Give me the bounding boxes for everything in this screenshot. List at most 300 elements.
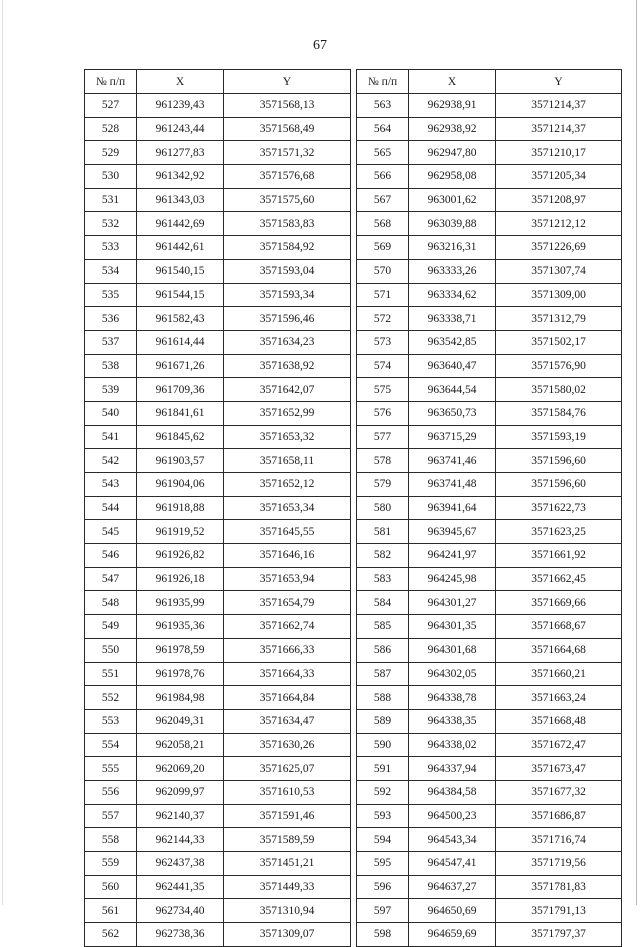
header-y: Y (496, 70, 622, 94)
cell-x: 961926,18 (137, 567, 224, 591)
cell-y: 3571653,94 (224, 567, 351, 591)
cell-x: 962437,38 (137, 852, 224, 876)
cell-x: 961903,57 (137, 449, 224, 473)
cell-x: 963945,67 (409, 520, 496, 544)
cell-number: 531 (85, 188, 137, 212)
cell-number: 583 (357, 567, 409, 591)
table-row (357, 804, 622, 828)
cell-y: 3571668,67 (496, 615, 622, 639)
table-header-row (357, 70, 622, 94)
cell-number: 580 (357, 496, 409, 520)
cell-x: 961926,82 (137, 544, 224, 568)
cell-x: 961841,61 (137, 401, 224, 425)
cell-number: 597 (357, 899, 409, 923)
cell-x: 964241,97 (409, 544, 496, 568)
table-row (357, 212, 622, 236)
cell-number: 542 (85, 449, 137, 473)
table-row (357, 662, 622, 686)
cell-number: 581 (357, 520, 409, 544)
cell-x: 964338,78 (409, 686, 496, 710)
cell-x: 963640,47 (409, 354, 496, 378)
table-row (357, 875, 622, 899)
cell-number: 567 (357, 188, 409, 212)
cell-y: 3571309,07 (224, 923, 351, 947)
cell-x: 961243,44 (137, 117, 224, 141)
cell-y: 3571593,19 (496, 425, 622, 449)
cell-number: 560 (85, 875, 137, 899)
table-row (357, 117, 622, 141)
cell-y: 3571310,94 (224, 899, 351, 923)
cell-y: 3571625,07 (224, 757, 351, 781)
table-row (357, 307, 622, 331)
cell-x: 961978,59 (137, 638, 224, 662)
cell-x: 962938,92 (409, 117, 496, 141)
cell-x: 961935,36 (137, 615, 224, 639)
table-row (85, 780, 351, 804)
cell-y: 3571596,46 (224, 307, 351, 331)
cell-y: 3571668,48 (496, 709, 622, 733)
cell-number: 585 (357, 615, 409, 639)
cell-y: 3571652,12 (224, 473, 351, 497)
cell-y: 3571214,37 (496, 94, 622, 118)
table-row (85, 401, 351, 425)
cell-x: 963542,85 (409, 330, 496, 354)
cell-x: 962958,08 (409, 165, 496, 189)
cell-x: 962058,21 (137, 733, 224, 757)
cell-number: 595 (357, 852, 409, 876)
cell-x: 964637,27 (409, 875, 496, 899)
cell-number: 589 (357, 709, 409, 733)
page-number: 67 (313, 38, 327, 53)
cell-y: 3571652,99 (224, 401, 351, 425)
table-row (357, 591, 622, 615)
cell-x: 964659,69 (409, 923, 496, 947)
cell-y: 3571797,37 (496, 923, 622, 947)
cell-number: 551 (85, 662, 137, 686)
cell-x: 964543,34 (409, 828, 496, 852)
cell-x: 961919,52 (137, 520, 224, 544)
cell-x: 962069,20 (137, 757, 224, 781)
table-row (85, 520, 351, 544)
cell-y: 3571502,17 (496, 330, 622, 354)
cell-x: 961442,61 (137, 236, 224, 260)
table-row (357, 520, 622, 544)
table-row (357, 852, 622, 876)
cell-number: 539 (85, 378, 137, 402)
cell-y: 3571571,32 (224, 141, 351, 165)
cell-x: 963741,48 (409, 473, 496, 497)
cell-x: 962947,80 (409, 141, 496, 165)
table-row (85, 615, 351, 639)
table-row (357, 259, 622, 283)
table-row (357, 378, 622, 402)
scan-edge-left (2, 0, 3, 905)
table-row (357, 188, 622, 212)
cell-x: 961342,92 (137, 165, 224, 189)
cell-x: 961442,69 (137, 212, 224, 236)
cell-x: 962738,36 (137, 923, 224, 947)
cell-y: 3571634,47 (224, 709, 351, 733)
cell-number: 533 (85, 236, 137, 260)
cell-y: 3571666,33 (224, 638, 351, 662)
table-row (357, 733, 622, 757)
cell-y: 3571210,17 (496, 141, 622, 165)
cell-number: 573 (357, 330, 409, 354)
cell-x: 961918,88 (137, 496, 224, 520)
cell-number: 554 (85, 733, 137, 757)
cell-y: 3571214,37 (496, 117, 622, 141)
cell-y: 3571654,79 (224, 591, 351, 615)
cell-y: 3571623,25 (496, 520, 622, 544)
cell-y: 3571686,87 (496, 804, 622, 828)
cell-number: 561 (85, 899, 137, 923)
table-row (85, 212, 351, 236)
cell-x: 964338,35 (409, 709, 496, 733)
cell-x: 964337,94 (409, 757, 496, 781)
cell-x: 962140,37 (137, 804, 224, 828)
cell-number: 574 (357, 354, 409, 378)
table-row (85, 259, 351, 283)
cell-x: 963333,26 (409, 259, 496, 283)
cell-number: 538 (85, 354, 137, 378)
table-row (85, 662, 351, 686)
cell-y: 3571205,34 (496, 165, 622, 189)
cell-y: 3571638,92 (224, 354, 351, 378)
cell-x: 963039,88 (409, 212, 496, 236)
cell-x: 964301,27 (409, 591, 496, 615)
cell-number: 566 (357, 165, 409, 189)
cell-x: 964245,98 (409, 567, 496, 591)
cell-number: 527 (85, 94, 137, 118)
table-row (357, 567, 622, 591)
cell-x: 961845,62 (137, 425, 224, 449)
coordinates-table-left (84, 69, 351, 947)
table-row (357, 899, 622, 923)
cell-x: 963715,29 (409, 425, 496, 449)
cell-x: 961671,26 (137, 354, 224, 378)
table-row (357, 330, 622, 354)
cell-x: 961239,43 (137, 94, 224, 118)
cell-y: 3571575,60 (224, 188, 351, 212)
cell-y: 3571661,92 (496, 544, 622, 568)
cell-number: 598 (357, 923, 409, 947)
table-row (357, 401, 622, 425)
table-row (357, 615, 622, 639)
cell-x: 961978,76 (137, 662, 224, 686)
cell-y: 3571591,46 (224, 804, 351, 828)
cell-x: 962441,35 (137, 875, 224, 899)
table-row (357, 449, 622, 473)
cell-number: 570 (357, 259, 409, 283)
table-row (85, 567, 351, 591)
table-row (357, 354, 622, 378)
cell-y: 3571593,04 (224, 259, 351, 283)
table-row (85, 449, 351, 473)
cell-x: 964301,35 (409, 615, 496, 639)
cell-x: 963001,62 (409, 188, 496, 212)
cell-y: 3571307,74 (496, 259, 622, 283)
cell-number: 549 (85, 615, 137, 639)
cell-y: 3571212,12 (496, 212, 622, 236)
cell-y: 3571309,00 (496, 283, 622, 307)
cell-x: 964338,02 (409, 733, 496, 757)
table-row (85, 354, 351, 378)
cell-y: 3571596,60 (496, 449, 622, 473)
cell-number: 571 (357, 283, 409, 307)
cell-x: 962144,33 (137, 828, 224, 852)
cell-x: 964650,69 (409, 899, 496, 923)
cell-number: 543 (85, 473, 137, 497)
cell-y: 3571645,55 (224, 520, 351, 544)
cell-number: 563 (357, 94, 409, 118)
cell-number: 578 (357, 449, 409, 473)
cell-y: 3571568,49 (224, 117, 351, 141)
table-row (85, 94, 351, 118)
table-row (85, 165, 351, 189)
cell-y: 3571580,02 (496, 378, 622, 402)
cell-number: 530 (85, 165, 137, 189)
cell-number: 558 (85, 828, 137, 852)
cell-y: 3571634,23 (224, 330, 351, 354)
cell-x: 963650,73 (409, 401, 496, 425)
cell-y: 3571672,47 (496, 733, 622, 757)
cell-y: 3571662,74 (224, 615, 351, 639)
table-row (357, 165, 622, 189)
header-x: X (137, 70, 224, 94)
cell-x: 961614,44 (137, 330, 224, 354)
cell-number: 564 (357, 117, 409, 141)
cell-number: 546 (85, 544, 137, 568)
cell-y: 3571673,47 (496, 757, 622, 781)
cell-y: 3571664,68 (496, 638, 622, 662)
cell-y: 3571630,26 (224, 733, 351, 757)
table-row (85, 733, 351, 757)
cell-number: 552 (85, 686, 137, 710)
cell-number: 545 (85, 520, 137, 544)
cell-number: 557 (85, 804, 137, 828)
cell-number: 569 (357, 236, 409, 260)
cell-y: 3571449,33 (224, 875, 351, 899)
cell-number: 584 (357, 591, 409, 615)
cell-x: 964384,58 (409, 780, 496, 804)
cell-y: 3571226,69 (496, 236, 622, 260)
table-row (85, 638, 351, 662)
table-row (357, 828, 622, 852)
cell-y: 3571583,83 (224, 212, 351, 236)
coordinates-table-right (356, 69, 622, 947)
cell-number: 536 (85, 307, 137, 331)
cell-number: 592 (357, 780, 409, 804)
cell-number: 529 (85, 141, 137, 165)
cell-number: 555 (85, 757, 137, 781)
cell-number: 528 (85, 117, 137, 141)
cell-y: 3571791,13 (496, 899, 622, 923)
cell-x: 961904,06 (137, 473, 224, 497)
table-row (357, 94, 622, 118)
table-row (85, 496, 351, 520)
table-row (357, 709, 622, 733)
cell-number: 565 (357, 141, 409, 165)
cell-x: 961540,15 (137, 259, 224, 283)
table-row (85, 544, 351, 568)
cell-y: 3571669,66 (496, 591, 622, 615)
cell-x: 963334,62 (409, 283, 496, 307)
table-row (85, 875, 351, 899)
cell-number: 544 (85, 496, 137, 520)
cell-number: 553 (85, 709, 137, 733)
table-row (85, 188, 351, 212)
cell-number: 586 (357, 638, 409, 662)
table-row (85, 923, 351, 947)
cell-number: 588 (357, 686, 409, 710)
cell-x: 962049,31 (137, 709, 224, 733)
cell-number: 594 (357, 828, 409, 852)
cell-y: 3571664,33 (224, 662, 351, 686)
cell-number: 532 (85, 212, 137, 236)
cell-x: 963741,46 (409, 449, 496, 473)
table-row (85, 236, 351, 260)
cell-number: 562 (85, 923, 137, 947)
scan-edge-right (636, 0, 637, 905)
table-row (85, 899, 351, 923)
table-row (357, 141, 622, 165)
table-row (85, 330, 351, 354)
cell-y: 3571208,97 (496, 188, 622, 212)
cell-number: 541 (85, 425, 137, 449)
cell-x: 963941,64 (409, 496, 496, 520)
table-row (357, 236, 622, 260)
cell-number: 534 (85, 259, 137, 283)
cell-y: 3571662,45 (496, 567, 622, 591)
cell-y: 3571663,24 (496, 686, 622, 710)
cell-y: 3571781,83 (496, 875, 622, 899)
table-row (85, 473, 351, 497)
cell-y: 3571584,76 (496, 401, 622, 425)
cell-x: 961277,83 (137, 141, 224, 165)
cell-number: 575 (357, 378, 409, 402)
cell-x: 962938,91 (409, 94, 496, 118)
cell-number: 582 (357, 544, 409, 568)
cell-x: 961935,99 (137, 591, 224, 615)
cell-y: 3571660,21 (496, 662, 622, 686)
cell-y: 3571610,53 (224, 780, 351, 804)
table-row (85, 283, 351, 307)
table-row (85, 591, 351, 615)
table-row (85, 757, 351, 781)
cell-number: 587 (357, 662, 409, 686)
cell-y: 3571589,59 (224, 828, 351, 852)
table-row (85, 425, 351, 449)
cell-number: 596 (357, 875, 409, 899)
cell-y: 3571584,92 (224, 236, 351, 260)
table-body-right (357, 94, 622, 947)
cell-y: 3571653,34 (224, 496, 351, 520)
table-header-row (85, 70, 351, 94)
table-row (357, 425, 622, 449)
table-row (357, 780, 622, 804)
cell-number: 537 (85, 330, 137, 354)
cell-x: 963338,71 (409, 307, 496, 331)
cell-number: 548 (85, 591, 137, 615)
table-row (357, 496, 622, 520)
cell-x: 962099,97 (137, 780, 224, 804)
table-row (357, 283, 622, 307)
cell-number: 568 (357, 212, 409, 236)
cell-number: 590 (357, 733, 409, 757)
cell-y: 3571642,07 (224, 378, 351, 402)
cell-x: 961343,03 (137, 188, 224, 212)
table-row (85, 141, 351, 165)
cell-y: 3571658,11 (224, 449, 351, 473)
cell-y: 3571646,16 (224, 544, 351, 568)
cell-x: 961709,36 (137, 378, 224, 402)
cell-y: 3571593,34 (224, 283, 351, 307)
header-number: № п/п (357, 70, 409, 94)
cell-number: 579 (357, 473, 409, 497)
cell-number: 591 (357, 757, 409, 781)
cell-number: 577 (357, 425, 409, 449)
cell-x: 961544,15 (137, 283, 224, 307)
cell-number: 556 (85, 780, 137, 804)
cell-x: 961582,43 (137, 307, 224, 331)
cell-x: 963644,54 (409, 378, 496, 402)
cell-x: 963216,31 (409, 236, 496, 260)
table-row (357, 638, 622, 662)
table-row (85, 686, 351, 710)
cell-x: 964302,05 (409, 662, 496, 686)
cell-number: 572 (357, 307, 409, 331)
cell-number: 540 (85, 401, 137, 425)
cell-y: 3571576,90 (496, 354, 622, 378)
table-body-left (85, 94, 351, 947)
cell-y: 3571653,32 (224, 425, 351, 449)
cell-x: 961984,98 (137, 686, 224, 710)
cell-y: 3571716,74 (496, 828, 622, 852)
cell-x: 962734,40 (137, 899, 224, 923)
table-row (85, 709, 351, 733)
table-row (357, 544, 622, 568)
table-row (85, 828, 351, 852)
cell-y: 3571719,56 (496, 852, 622, 876)
cell-number: 550 (85, 638, 137, 662)
cell-x: 964301,68 (409, 638, 496, 662)
cell-y: 3571664,84 (224, 686, 351, 710)
cell-number: 535 (85, 283, 137, 307)
cell-y: 3571622,73 (496, 496, 622, 520)
cell-number: 576 (357, 401, 409, 425)
table-row (357, 757, 622, 781)
table-row (85, 852, 351, 876)
cell-y: 3571312,79 (496, 307, 622, 331)
cell-y: 3571451,21 (224, 852, 351, 876)
cell-x: 964500,23 (409, 804, 496, 828)
header-x: X (409, 70, 496, 94)
table-row (85, 378, 351, 402)
table-row (357, 686, 622, 710)
cell-y: 3571596,60 (496, 473, 622, 497)
cell-y: 3571576,68 (224, 165, 351, 189)
table-row (85, 117, 351, 141)
header-y: Y (224, 70, 351, 94)
table-row (85, 804, 351, 828)
header-number: № п/п (85, 70, 137, 94)
table-row (85, 307, 351, 331)
cell-y: 3571677,32 (496, 780, 622, 804)
cell-number: 593 (357, 804, 409, 828)
cell-number: 559 (85, 852, 137, 876)
table-row (357, 473, 622, 497)
cell-x: 964547,41 (409, 852, 496, 876)
